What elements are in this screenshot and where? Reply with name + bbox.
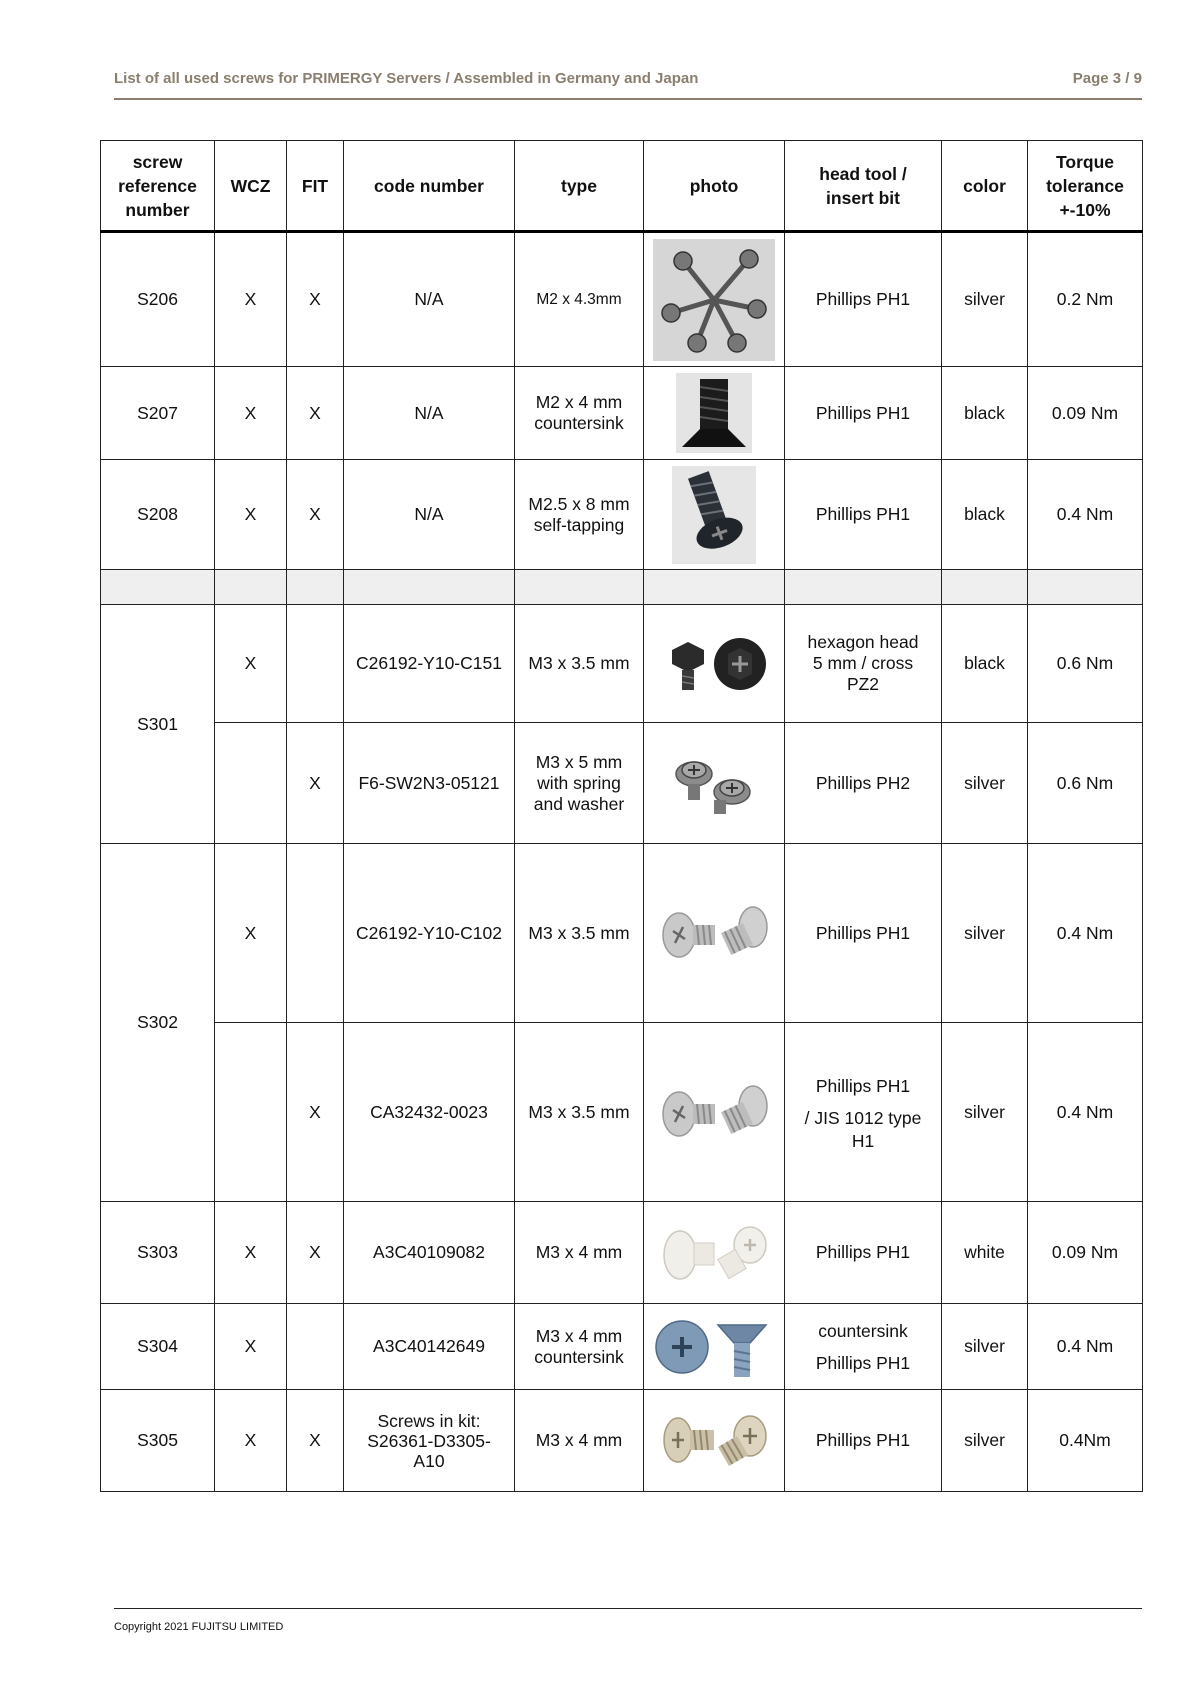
- wcz-mark: X: [215, 1304, 287, 1390]
- table-row: [101, 460, 1143, 570]
- wcz-mark: X: [215, 1390, 287, 1492]
- screw-photo: [644, 605, 785, 723]
- wcz-mark: X: [215, 460, 287, 570]
- wcz-mark: X: [215, 232, 287, 367]
- torque-value: 0.09 Nm: [1028, 1202, 1143, 1304]
- code-number: N/A: [344, 232, 515, 367]
- header-code-number: code number: [344, 141, 515, 232]
- wcz-mark: X: [215, 1202, 287, 1304]
- fit-mark: X: [287, 1023, 344, 1202]
- wcz-mark: [215, 1023, 287, 1202]
- wcz-mark: X: [215, 844, 287, 1023]
- gold-screw-icon: [656, 1408, 772, 1474]
- black-countersink-screw-icon: [676, 373, 752, 453]
- blue-countersink-screw-icon: [652, 1311, 776, 1383]
- hex-head-screw-icon: [656, 632, 772, 696]
- head-tool: Phillips PH1: [785, 1390, 942, 1492]
- table-row: [101, 1390, 1143, 1492]
- head-tool: countersink Phillips PH1: [785, 1304, 942, 1390]
- torque-value: 0.4Nm: [1028, 1390, 1143, 1492]
- screw-color: silver: [942, 844, 1028, 1023]
- black-self-tapping-screw-icon: [672, 466, 756, 564]
- wcz-mark: X: [215, 605, 287, 723]
- table-row: [101, 723, 1143, 844]
- torque-value: 0.2 Nm: [1028, 232, 1143, 367]
- head-tool: hexagon head 5 mm / cross PZ2: [785, 605, 942, 723]
- torque-value: 0.4 Nm: [1028, 1023, 1143, 1202]
- code-number: CA32432-0023: [344, 1023, 515, 1202]
- header-screw-ref: screw reference number: [101, 141, 215, 232]
- screw-ref: S208: [101, 460, 215, 570]
- wcz-mark: [215, 723, 287, 844]
- screw-photo: [644, 232, 785, 367]
- head-tool: Phillips PH1: [785, 460, 942, 570]
- screw-color: black: [942, 367, 1028, 460]
- star-screws-icon: [653, 239, 775, 361]
- table-row: [101, 232, 1143, 367]
- screw-photo: [644, 460, 785, 570]
- screw-color: black: [942, 460, 1028, 570]
- table-row: [101, 844, 1143, 1023]
- head-tool: Phillips PH1: [785, 367, 942, 460]
- silver-screw-icon: [655, 901, 773, 965]
- screw-type: M3 x 4 mm countersink: [515, 1304, 644, 1390]
- head-tool: Phillips PH1: [785, 232, 942, 367]
- table-row: [101, 1304, 1143, 1390]
- code-number: Screws in kit: S26361-D3305- A10: [344, 1390, 515, 1492]
- white-nylon-screw-icon: [656, 1221, 772, 1285]
- head-tool: Phillips PH1: [785, 1202, 942, 1304]
- fit-mark: X: [287, 367, 344, 460]
- screw-photo: [644, 723, 785, 844]
- code-number: C26192-Y10-C151: [344, 605, 515, 723]
- screw-color: silver: [942, 1390, 1028, 1492]
- screw-ref: S207: [101, 367, 215, 460]
- fit-mark: X: [287, 1202, 344, 1304]
- spacer-row: [101, 570, 1143, 605]
- torque-value: 0.6 Nm: [1028, 605, 1143, 723]
- header-photo: photo: [644, 141, 785, 232]
- torque-value: 0.09 Nm: [1028, 367, 1143, 460]
- screw-photo: [644, 1390, 785, 1492]
- screw-table: [100, 140, 1143, 1492]
- page-number: Page 3 / 9: [1072, 70, 1142, 87]
- screw-type: M3 x 5 mm with spring and washer: [515, 723, 644, 844]
- fit-mark: X: [287, 1390, 344, 1492]
- page-header: [114, 68, 1142, 100]
- document-title: List of all used screws for PRIMERGY Servers / Assembled in Germany and Japan: [114, 70, 699, 87]
- fit-mark: [287, 605, 344, 723]
- screw-type: M2 x 4 mm countersink: [515, 367, 644, 460]
- code-number: C26192-Y10-C102: [344, 844, 515, 1023]
- fit-mark: [287, 1304, 344, 1390]
- screw-color: silver: [942, 1023, 1028, 1202]
- table-row: [101, 367, 1143, 460]
- code-number: A3C40109082: [344, 1202, 515, 1304]
- fit-mark: X: [287, 460, 344, 570]
- silver-screw-icon: [655, 1080, 773, 1144]
- screw-color: black: [942, 605, 1028, 723]
- header-torque: Torque tolerance +-10%: [1028, 141, 1143, 232]
- screw-type: M3 x 4 mm: [515, 1202, 644, 1304]
- screw-photo: [644, 1023, 785, 1202]
- torque-value: 0.4 Nm: [1028, 460, 1143, 570]
- table-row: [101, 605, 1143, 723]
- screw-photo: [644, 367, 785, 460]
- screw-type: M3 x 3.5 mm: [515, 1023, 644, 1202]
- screw-type: M3 x 3.5 mm: [515, 605, 644, 723]
- screw-ref: S303: [101, 1202, 215, 1304]
- table-row: [101, 1023, 1143, 1202]
- code-number: F6-SW2N3-05121: [344, 723, 515, 844]
- screw-type: M3 x 3.5 mm: [515, 844, 644, 1023]
- screw-photo: [644, 1202, 785, 1304]
- head-tool: Phillips PH1 / JIS 1012 type H1: [785, 1023, 942, 1202]
- code-number: N/A: [344, 460, 515, 570]
- fit-mark: X: [287, 723, 344, 844]
- screw-type: M2.5 x 8 mm self-tapping: [515, 460, 644, 570]
- code-number: A3C40142649: [344, 1304, 515, 1390]
- torque-value: 0.4 Nm: [1028, 844, 1143, 1023]
- screw-ref: S206: [101, 232, 215, 367]
- fit-mark: [287, 844, 344, 1023]
- screw-ref: S304: [101, 1304, 215, 1390]
- fit-mark: X: [287, 232, 344, 367]
- screw-color: white: [942, 1202, 1028, 1304]
- washer-screw-icon: [664, 748, 764, 818]
- torque-value: 0.4 Nm: [1028, 1304, 1143, 1390]
- header-fit: FIT: [287, 141, 344, 232]
- header-color: color: [942, 141, 1028, 232]
- screw-ref: S305: [101, 1390, 215, 1492]
- code-number: N/A: [344, 367, 515, 460]
- screw-type: M2 x 4.3mm: [515, 232, 644, 367]
- torque-value: 0.6 Nm: [1028, 723, 1143, 844]
- head-tool: Phillips PH2: [785, 723, 942, 844]
- screw-ref: S302: [101, 844, 215, 1202]
- screw-color: silver: [942, 723, 1028, 844]
- header-wcz: WCZ: [215, 141, 287, 232]
- screw-photo: [644, 844, 785, 1023]
- page-footer: [114, 1608, 1142, 1633]
- screw-ref: S301: [101, 605, 215, 844]
- head-tool: Phillips PH1: [785, 844, 942, 1023]
- screw-color: silver: [942, 1304, 1028, 1390]
- table-row: [101, 1202, 1143, 1304]
- screw-color: silver: [942, 232, 1028, 367]
- table-header-row: [101, 141, 1143, 232]
- header-head-tool: head tool / insert bit: [785, 141, 942, 232]
- copyright-text: Copyright 2021 FUJITSU LIMITED: [114, 1621, 284, 1633]
- screw-photo: [644, 1304, 785, 1390]
- header-type: type: [515, 141, 644, 232]
- screw-type: M3 x 4 mm: [515, 1390, 644, 1492]
- wcz-mark: X: [215, 367, 287, 460]
